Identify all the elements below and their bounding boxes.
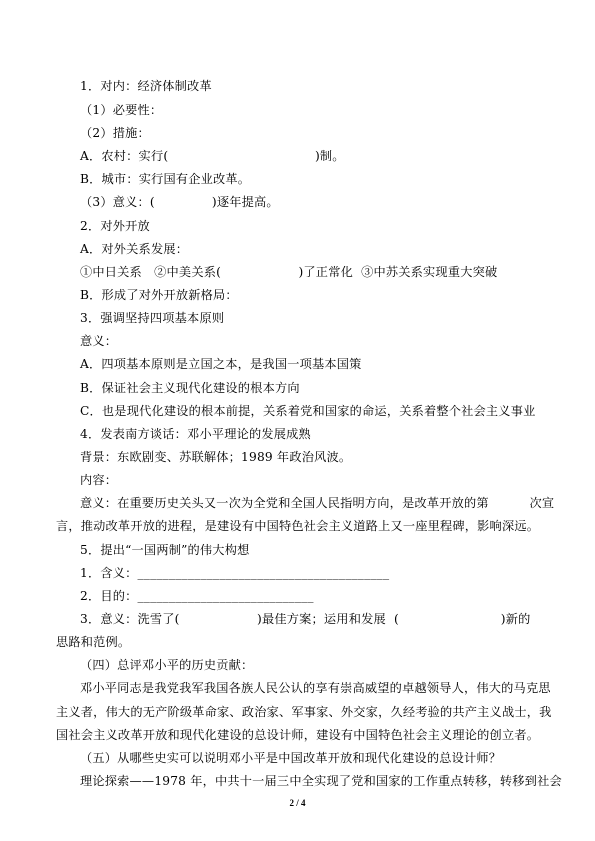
text-line: （2）措施： — [80, 126, 150, 140]
text-line: 3．强调坚持四项基本原则 — [80, 311, 225, 325]
text-line: 2．对外开放 — [80, 219, 150, 233]
text-line: 1．对内：经济体制改革 — [80, 79, 212, 93]
text-line: 3．意义：洗雪了( )最佳方案；运用和发展 ( )新的 — [80, 612, 531, 626]
text-line: 主义者，伟大的无产阶级革命家、政治家、军事家、外交家，久经考验的共产主义战士，我 — [56, 705, 552, 719]
text-line: （四）总评邓小平的历史贡献： — [80, 658, 254, 672]
text-line: 内容： — [80, 473, 118, 487]
text-line: 意义：在重要历史关头又一次为全党和全国人民指明方向，是改革开放的第 次宣 — [80, 496, 555, 510]
text-line: 国社会主义改革开放和现代化建设的总设计师，建设有中国特色社会主义理论的创立者。 — [56, 728, 540, 742]
text-line: A．对外关系发展： — [80, 242, 189, 256]
text-line: 意义： — [80, 334, 118, 348]
text-line: （五）从哪些史实可以说明邓小平是中国改革开放和现代化建设的总设计师？ — [80, 751, 502, 765]
text-line: （3）意义：( )逐年提高。 — [80, 195, 279, 209]
text-line: 1．含义：________________________________________ — [80, 566, 390, 580]
text-line: 思路和范例。 — [56, 635, 131, 649]
text-line: B．保证社会主义现代化建设的根本方向 — [80, 381, 300, 395]
text-line: 言，推动改革开放的进程，是建设有中国特色社会主义道路上又一座里程碑，影响深远。 — [56, 519, 540, 533]
text-line: ①中日关系 ②中美关系( )了正常化 ③中苏关系实现重大突破 — [80, 265, 498, 279]
text-line: 5．提出“一国两制”的伟大构想 — [80, 543, 250, 557]
text-line: 2．目的：____________________________ — [80, 589, 314, 603]
text-line: 理论探索——1978 年，中共十一届三中全实现了党和国家的工作重点转移，转移到社会 — [80, 774, 562, 788]
text-line: B．城市：实行国有企业改革。 — [80, 172, 251, 186]
text-line: A．四项基本原则是立国之本，是我国一项基本国策 — [80, 357, 362, 371]
text-line: B．形成了对外开放新格局： — [80, 288, 238, 302]
text-line: 邓小平同志是我党我军我国各族人民公认的享有崇高威望的卓越领导人，伟大的马克思 — [80, 681, 551, 695]
text-line: （1）必要性： — [80, 103, 163, 117]
text-line: 背景：东欧剧变、苏联解体；1989 年政治风波。 — [80, 450, 352, 464]
page-number: 2 / 4 — [289, 798, 306, 808]
text-line: 4．发表南方谈话：邓小平理论的发展成熟 — [80, 427, 311, 441]
text-line: C．也是现代化建设的根本前提，关系着党和国家的命运，关系着整个社会主义事业 — [80, 404, 536, 418]
text-line: A．农村：实行( )制。 — [80, 149, 345, 163]
